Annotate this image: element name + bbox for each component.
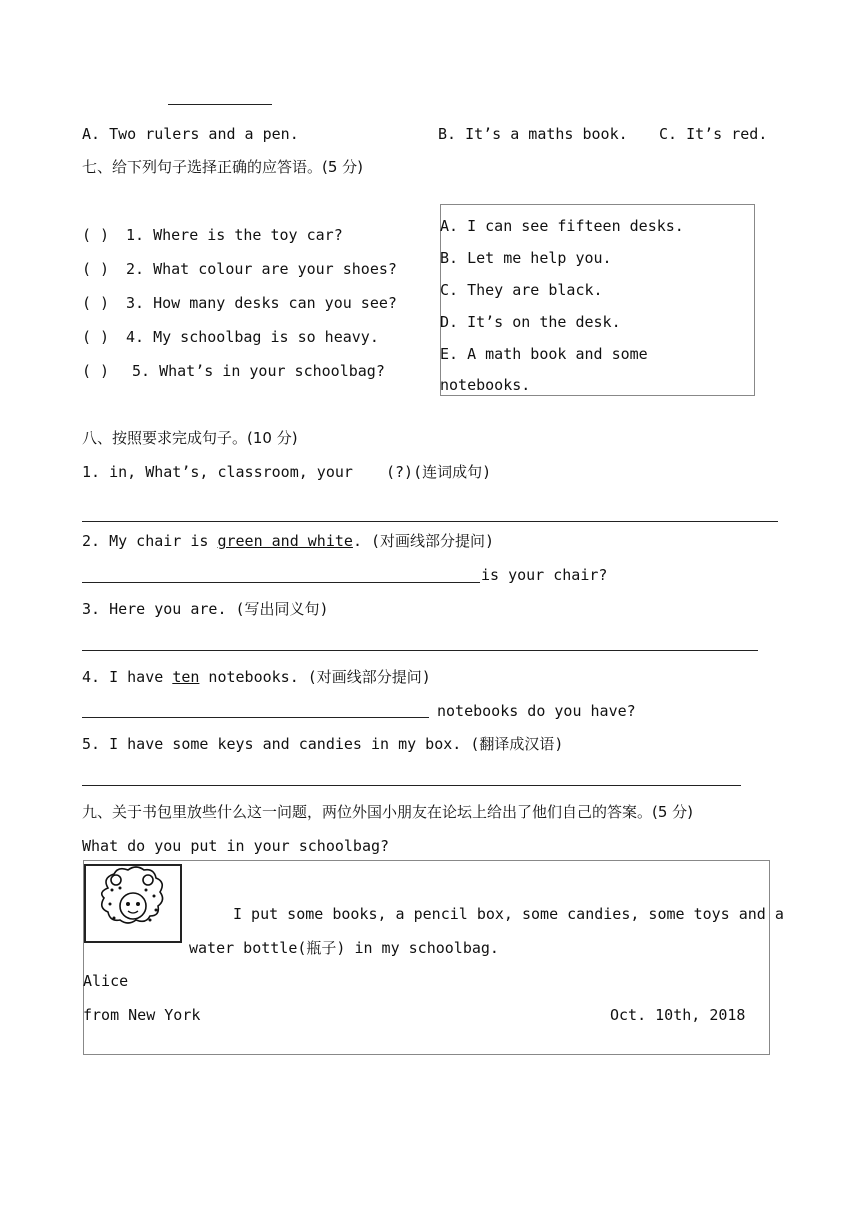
option-c: C. It’s red. bbox=[659, 125, 768, 143]
answer-option-continued: notebooks. bbox=[440, 376, 531, 394]
answer-line[interactable] bbox=[82, 717, 429, 718]
answer-option: C. They are black. bbox=[440, 281, 603, 299]
q8-1-words: 1. in, What’s, classroom, your bbox=[82, 463, 353, 481]
answer-option: D. It’s on the desk. bbox=[440, 313, 621, 331]
answer-option: E. A math book and some bbox=[440, 345, 648, 363]
q8-4-pre: 4. I have bbox=[82, 668, 173, 686]
post-location: from New York bbox=[83, 1006, 201, 1024]
answer-line[interactable] bbox=[82, 521, 778, 522]
answer-line[interactable] bbox=[82, 650, 758, 651]
match-question bbox=[82, 226, 343, 244]
question-text: 2. What colour are your shoes? bbox=[126, 260, 397, 278]
answer-option: B. Let me help you. bbox=[440, 249, 612, 267]
answer-line[interactable] bbox=[82, 582, 480, 583]
q8-2-pre: 2. My chair is bbox=[82, 532, 218, 550]
forum-post-line-1: I put some books, a pencil box, some candies, some toys and a bbox=[233, 905, 784, 923]
section-7-title: 七、给下列句子选择正确的应答语。(5 分) bbox=[82, 158, 364, 176]
answer-blank-line[interactable] bbox=[168, 104, 272, 105]
post-date: Oct. 10th, 2018 bbox=[610, 1006, 746, 1024]
post-author: Alice bbox=[83, 972, 129, 990]
q8-4-answer-suffix: notebooks do you have? bbox=[437, 702, 636, 720]
forum-post-box bbox=[83, 860, 770, 1055]
answer-parentheses[interactable]: ( ) bbox=[82, 328, 110, 346]
match-question bbox=[82, 260, 397, 278]
q8-5-text: 5. I have some keys and candies in my box. (翻译成汉语) bbox=[82, 735, 564, 753]
q8-1-instruction: (?)(连词成句) bbox=[386, 463, 492, 481]
q8-2-answer-suffix: is your chair? bbox=[481, 566, 608, 584]
forum-post-line-2: water bottle(瓶子) in my schoolbag. bbox=[189, 939, 499, 957]
q8-2-text bbox=[82, 532, 494, 550]
answer-parentheses[interactable]: ( ) bbox=[82, 294, 110, 312]
girl-avatar-icon bbox=[86, 866, 180, 941]
underlined-word: ten bbox=[172, 668, 200, 686]
match-question bbox=[82, 362, 385, 380]
option-b: B. It’s a maths book. bbox=[438, 125, 628, 143]
q8-4-post: notebooks. (对画线部分提问) bbox=[199, 668, 431, 686]
question-text: 1. Where is the toy car? bbox=[126, 226, 343, 244]
q8-4-text bbox=[82, 668, 431, 686]
q8-2-post: . (对画线部分提问) bbox=[352, 532, 495, 550]
answer-option: A. I can see fifteen desks. bbox=[440, 217, 684, 235]
avatar bbox=[84, 864, 182, 943]
option-a: A. Two rulers and a pen. bbox=[82, 125, 299, 143]
section-8-title: 八、按照要求完成句子。(10 分) bbox=[82, 429, 298, 447]
answer-parentheses[interactable]: ( ) bbox=[82, 226, 110, 244]
match-question bbox=[82, 328, 379, 346]
underlined-phrase: green and white bbox=[217, 532, 353, 550]
answer-line[interactable] bbox=[82, 785, 741, 786]
question-text: 5. What’s in your schoolbag? bbox=[132, 362, 385, 380]
match-question bbox=[82, 294, 397, 312]
section-9-title: 九、关于书包里放些什么这一问题，两位外国小朋友在论坛上给出了他们自己的答案。(5 分) bbox=[82, 803, 694, 821]
forum-question: What do you put in your schoolbag? bbox=[82, 837, 390, 855]
question-text: 4. My schoolbag is so heavy. bbox=[126, 328, 379, 346]
answer-parentheses[interactable]: ( ) bbox=[82, 362, 110, 380]
answer-parentheses[interactable]: ( ) bbox=[82, 260, 110, 278]
question-text: 3. How many desks can you see? bbox=[126, 294, 397, 312]
q8-3-text: 3. Here you are. (写出同义句) bbox=[82, 600, 329, 618]
